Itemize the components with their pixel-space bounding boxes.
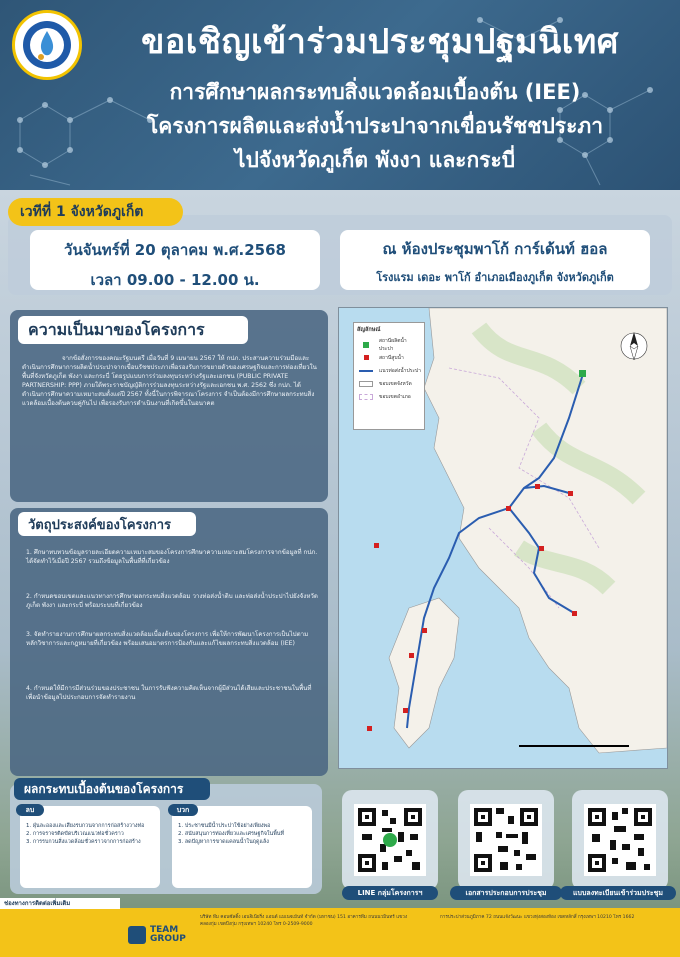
positive-impact-item: 3. ลดปัญหาการขาดแคลนน้ำในฤดูแล้ง: [178, 839, 269, 845]
background-body: จากข้อสั่งการของคณะรัฐมนตรี เมื่อวันที่ 9 เมษายน 2567 ให้ กปภ. ประสานความร่วมมือและดำเนินการศึกษาการผลิตน้ำประปาจากเขื่อนรัชชประภาเพื่อรองรับการขยายตัวของเศรษฐกิจและการท่องเที่ยวในพื้นที่จังหวัดภูเก็ต พังงา และกระบี่ โดยรูปแบบการร่วมลงทุนระหว่างรัฐและเอกชน (PUBLIC PRIVATE PARTNERSHIP: PPP) ภายใต้พระราชบัญญัติการร่วมลงทุนระหว่างรัฐและเอกชน พ.ศ. 2562 ซึ่ง กปภ. ได้ดำเนินการศึกษาความเหมาะสมตั้งแต่ปี 2567 ทั้งนี้ในการพิจารณาโครงการ จำเป็นต้องมีการศึกษาผลกระทบสิ่งแวดล้อมเบื้องต้นควบคู่กันไป เพื่อรองรับการดำเนินงานที่เกิดขึ้นในอนาคต: [22, 355, 317, 407]
legend-label: สถานีผลิตน้ำประปา: [378, 337, 407, 352]
qr-card-docs[interactable]: [458, 790, 554, 890]
negative-impacts-box: [20, 806, 160, 888]
map-legend: [353, 322, 425, 430]
header-banner: [0, 0, 680, 190]
positive-impact-item: 1. ประชาชนมีน้ำประปาใช้อย่างเพียงพอ: [178, 823, 271, 829]
qr-code-icon[interactable]: [354, 804, 426, 876]
venue-room: ณ ห้องประชุมพาโก้ การ์เด้นท์ ฮอล: [382, 240, 608, 258]
legend-label: ขอบเขตอำเภอ: [379, 393, 411, 400]
footer-consultant-contact: บริษัท ทีม คอนซัลติ้ง เอนจิเนียริ่ง แอนด์ แมเนจเม้นท์ จำกัด (มหาชน) 151 อาคารทีม ถนนนวมินทร์ แขวงคลองกุ่ม เขตบึงกุ่ม กรุงเทพฯ 10240 โทร 0-2509-9000: [200, 915, 408, 927]
qr-docs-label: เอกสารประกอบการประชุม: [450, 886, 562, 900]
background-heading: ความเป็นมาของโครงการ: [18, 316, 248, 344]
meeting-date: วันจันทร์ที่ 20 ตุลาคม พ.ศ.2568: [64, 241, 286, 259]
pwa-logo: [12, 10, 82, 80]
objective-item-2: 2. กำหนดขอบเขตและแนวทางการศึกษาผลกระทบสิ่งแวดล้อม วางท่อส่งน้ำดิบ และท่อส่งน้ำประปาไปยังจังหวัดภูเก็ต พังงา และกระบี่ พร้อมระบบที่เกี่ยวข้อง: [26, 593, 318, 609]
subtitle-line-2: โครงการผลิตและส่งน้ำประปาจากเขื่อนรัชชประภา: [147, 114, 603, 138]
date-box: [30, 230, 320, 290]
qr-card-line[interactable]: [342, 790, 438, 890]
venue-box: [340, 230, 650, 290]
legend-row: [357, 338, 421, 351]
legend-row: [357, 377, 421, 390]
legend-label: แนวท่อส่งน้ำประปา: [379, 367, 421, 374]
qr-code-icon[interactable]: [470, 804, 542, 876]
objective-item-4: 4. กำหนดให้มีการมีส่วนร่วมของประชาชน ในการรับฟังความคิดเห็นจากผู้มีส่วนได้เสียและประชาชนในพื้นที่ เพื่อนำข้อมูลไปประกอบการจัดทำรายงาน: [26, 685, 312, 701]
water-plant-marker: [579, 370, 586, 377]
qr-code-icon[interactable]: [584, 804, 656, 876]
legend-title: สัญลักษณ์: [357, 327, 381, 333]
team-logo-text: TEAM GROUP: [150, 925, 186, 944]
legend-label: สถานีสูบน้ำ: [379, 354, 404, 361]
main-title: ขอเชิญเข้าร่วมประชุมปฐมนิเทศ: [141, 22, 619, 62]
objective-item-3: 3. จัดทำรายงานการศึกษาผลกระทบสิ่งแวดล้อมเบื้องต้นของโครงการ เพื่อให้การพัฒนาโครงการเป็นไปตามหลักวิชาการและกฎหมายที่เกี่ยวข้อง พร้อมเสนอมาตรการป้องกันและแก้ไขผลกระทบสิ่งแวดล้อม (IEE): [26, 631, 309, 647]
qr-line-label: LINE กลุ่มโครงการฯ: [342, 886, 438, 900]
impacts-heading: ผลกระทบเบื้องต้นของโครงการ: [14, 778, 210, 800]
positive-tag: บวก: [168, 804, 198, 816]
legend-label: ขอบเขตจังหวัด: [379, 380, 412, 387]
qr-register-label: แบบลงทะเบียนเข้าร่วมประชุม: [560, 886, 676, 900]
team-group-logo: [128, 924, 186, 946]
positive-impacts-box: [172, 806, 312, 888]
round-badge: เวทีที่ 1 จังหวัดภูเก็ต: [8, 198, 183, 226]
objective-item-1: 1. ศึกษาทบทวนข้อมูลรายละเอียดความเหมาะสมของโครงการศึกษาความเหมาะสมโครงการจากข้อมูลที่ กปภ. ได้จัดทำไว้เมื่อปี 2567 รวมถึงข้อมูลในพื้นที่ที่เกี่ยวข้อง: [26, 549, 318, 565]
subtitle-line-3: ไปจังหวัดภูเก็ต พังงา และกระบี่: [234, 148, 516, 172]
negative-impact-item: 3. การรบกวนสิ่งแวดล้อมชั่วคราวจากการก่อสร้าง: [26, 839, 141, 845]
qr-card-register[interactable]: [572, 790, 668, 890]
negative-impact-item: 2. การจราจรติดขัดบริเวณแนวท่อชั่วคราว: [26, 831, 124, 837]
objectives-heading: วัตถุประสงค์ของโครงการ: [18, 512, 196, 536]
meeting-time: เวลา 09.00 - 12.00 น.: [90, 271, 260, 289]
legend-row: [357, 364, 421, 377]
positive-impacts-list: [178, 822, 312, 846]
venue-place: โรงแรม เดอะ พาโก้ อำเภอเมืองภูเก็ต จังหวัดภูเก็ต: [376, 271, 614, 284]
negative-tag: ลบ: [16, 804, 44, 816]
positive-impact-item: 2. สนับสนุนการท่องเที่ยวและเศรษฐกิจในพื้นที่: [178, 831, 284, 837]
pwa-emblem-icon: [21, 19, 73, 71]
project-map: [338, 307, 668, 769]
subtitle-line-1: การศึกษาผลกระทบสิ่งแวดล้อมเบื้องต้น (IEE): [169, 80, 581, 104]
footer-pwa-contact: การประปาส่วนภูมิภาค 72 ถนนแจ้งวัฒนะ แขวงทุ่งสองห้อง เขตหลักสี่ กรุงเทพฯ 10210 โทร 1662: [440, 915, 635, 920]
legend-row: [357, 351, 421, 364]
legend-row: [357, 390, 421, 403]
negative-impacts-list: [26, 822, 160, 846]
team-logo-icon: [128, 926, 146, 944]
negative-impact-item: 1. ฝุ่นละอองและเสียงรบกวนจากการก่อสร้างวางท่อ: [26, 823, 145, 829]
footer-contact-note: ช่องทางการติดต่อเพิ่มเติม: [0, 898, 120, 909]
